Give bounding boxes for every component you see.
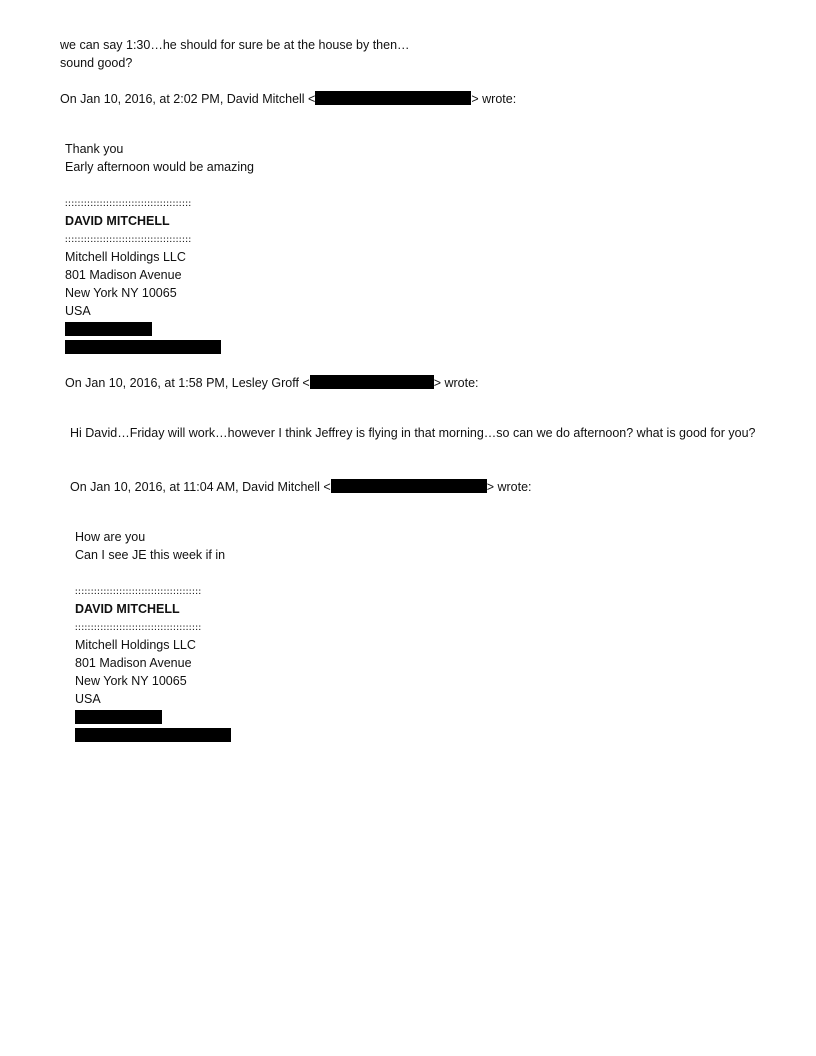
- signature-country: USA: [75, 692, 101, 706]
- signature-company: Mitchell Holdings LLC: [65, 250, 186, 264]
- quote-header-2-prefix: On Jan 10, 2016, at 1:58 PM, Lesley Groff <: [65, 376, 310, 390]
- quote-header-1-prefix: On Jan 10, 2016, at 2:02 PM, David Mitchell <: [60, 92, 316, 106]
- redacted-phone: [65, 322, 152, 336]
- redacted-email: [75, 728, 231, 742]
- message-3-line-1: How are you: [75, 530, 146, 544]
- signature-street: 801 Madison Avenue: [75, 656, 192, 670]
- signature-city: New York NY 10065: [65, 286, 177, 300]
- redacted-phone: [75, 710, 162, 724]
- quote-header-1: [60, 90, 516, 108]
- quote-header-3: [70, 478, 532, 496]
- quote-header-1-suffix: > wrote:: [471, 92, 517, 106]
- signature-company: Mitchell Holdings LLC: [75, 638, 196, 652]
- redacted-email: [65, 340, 221, 354]
- quote-header-2: [65, 374, 479, 392]
- redacted-email: [310, 375, 434, 389]
- message-1-line-2: Early afternoon would be amazing: [65, 160, 255, 174]
- signature-divider: ::::::::::::::::::::::::::::::::::::::::: [65, 199, 192, 208]
- signature-divider: ::::::::::::::::::::::::::::::::::::::::: [75, 623, 202, 632]
- message-2-text: Hi David…Friday will work…however I think Jeffrey is flying in that morning…so can we do afternoon? what is good for you?: [70, 426, 756, 440]
- message-3-line-2: Can I see JE this week if in: [75, 548, 226, 562]
- message-1-line-1: Thank you: [65, 142, 124, 156]
- signature-name: DAVID MITCHELL: [75, 602, 180, 616]
- quote-header-3-prefix: On Jan 10, 2016, at 11:04 AM, David Mitchell <: [70, 480, 331, 494]
- signature-divider: ::::::::::::::::::::::::::::::::::::::::: [75, 587, 202, 596]
- signature-city: New York NY 10065: [75, 674, 187, 688]
- reply-line-1: we can say 1:30…he should for sure be at the house by then…: [60, 38, 410, 52]
- reply-line-2: sound good?: [60, 56, 133, 70]
- signature-country: USA: [65, 304, 91, 318]
- redacted-email: [315, 91, 471, 105]
- signature-street: 801 Madison Avenue: [65, 268, 182, 282]
- quote-header-3-suffix: > wrote:: [486, 480, 532, 494]
- signature-divider: ::::::::::::::::::::::::::::::::::::::::: [65, 235, 192, 244]
- signature-name: DAVID MITCHELL: [65, 214, 170, 228]
- quote-header-2-suffix: > wrote:: [433, 376, 479, 390]
- redacted-email: [331, 479, 487, 493]
